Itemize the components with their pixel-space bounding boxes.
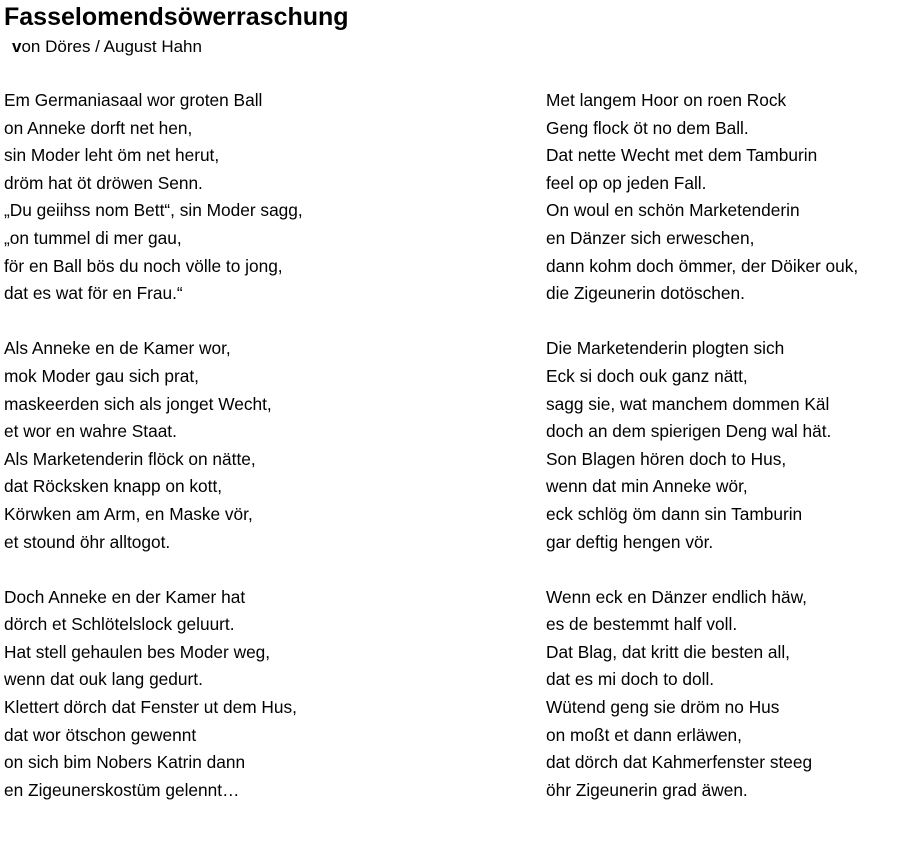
verse-line: Em Germaniasaal wor groten Ball bbox=[4, 90, 263, 110]
verse-line: dat dörch dat Kahmerfenster steeg bbox=[546, 752, 813, 773]
verse-line: dat wor ötschon gewennt bbox=[4, 724, 197, 745]
verse-line: för en Ball bös du noch völle to jong, bbox=[4, 255, 283, 276]
verse-line: dat es wat för en Frau.“ bbox=[4, 283, 183, 304]
verse-line: Met langem Hoor on roen Rock bbox=[546, 90, 787, 110]
verse-line: Klettert dörch dat Fenster ut dem Hus, bbox=[4, 697, 297, 718]
verse-line: dröm hat öt dröwen Senn. bbox=[4, 172, 203, 193]
verse-line: Hat stell gehaulen bes Moder weg, bbox=[4, 641, 271, 662]
verse-line: wenn dat ouk lang gedurt. bbox=[4, 669, 203, 690]
verse-line: en Zigeunerskostüm gelennt… bbox=[4, 779, 240, 800]
verse-line: „on tummel di mer gau, bbox=[4, 227, 182, 248]
verse-line: Dat nette Wecht met dem Tamburin bbox=[546, 145, 818, 166]
poem-title: Fasselomendsöwerraschung bbox=[4, 3, 349, 31]
verse-line: Wütend geng sie dröm no Hus bbox=[546, 697, 780, 718]
verse-line: dat es mi doch to doll. bbox=[546, 669, 715, 690]
verse-line: wenn dat min Anneke wör, bbox=[546, 476, 748, 497]
verse-line: on sich bim Nobers Katrin dann bbox=[4, 752, 246, 773]
verse-line: es de bestemmt half voll. bbox=[546, 614, 738, 635]
author-text: on Döres / August Hahn bbox=[21, 37, 202, 56]
verse-line: Körwken am Arm, en Maske vör, bbox=[4, 503, 253, 524]
verse-line: en Dänzer sich erweschen, bbox=[546, 227, 755, 248]
verse-line: on moßt et dann erläwen, bbox=[546, 724, 742, 745]
verse-line: on Anneke dorft net hen, bbox=[4, 117, 193, 138]
stanza-5 bbox=[546, 335, 900, 556]
verse-line: Geng flock öt no dem Ball. bbox=[546, 117, 749, 138]
stanza-3 bbox=[4, 584, 524, 805]
verse-line: feel op op jeden Fall. bbox=[546, 172, 707, 193]
verse-line: sin Moder leht öm net herut, bbox=[4, 145, 220, 166]
verse-line: et stound öhr alltogot. bbox=[4, 531, 171, 552]
verse-line: Son Blagen hören doch to Hus, bbox=[546, 448, 787, 469]
verse-line: Als Anneke en de Kamer wor, bbox=[4, 338, 231, 359]
verse-line: öhr Zigeunerin grad äwen. bbox=[546, 779, 748, 800]
stanza-1 bbox=[4, 87, 524, 308]
author-line bbox=[12, 36, 202, 58]
verse-line: maskeerden sich als jonget Wecht, bbox=[4, 393, 272, 414]
verse-line: mok Moder gau sich prat, bbox=[4, 365, 199, 386]
verse-line: gar deftig hengen vör. bbox=[546, 531, 714, 552]
verse-line: On woul en schön Marketenderin bbox=[546, 200, 800, 221]
verse-line: dörch et Schlötelslock geluurt. bbox=[4, 614, 235, 635]
verse-line: sagg sie, wat manchem dommen Käl bbox=[546, 393, 830, 414]
verse-line: Eck si doch ouk ganz nätt, bbox=[546, 365, 748, 386]
verse-line: Doch Anneke en der Kamer hat bbox=[4, 586, 246, 607]
left-column bbox=[4, 87, 524, 832]
verse-line: eck schlög öm dann sin Tamburin bbox=[546, 503, 803, 524]
verse-line: Als Marketenderin flöck on nätte, bbox=[4, 448, 256, 469]
verse-line: dat Röcksken knapp on kott, bbox=[4, 476, 223, 497]
author-initial: v bbox=[12, 37, 22, 56]
verse-line: doch an dem spierigen Deng wal hät. bbox=[546, 421, 832, 442]
verse-line: Wenn eck en Dänzer endlich häw, bbox=[546, 586, 807, 607]
verse-line: et wor en wahre Staat. bbox=[4, 421, 177, 442]
right-column bbox=[546, 87, 900, 832]
stanza-6 bbox=[546, 584, 900, 805]
stanza-2 bbox=[4, 335, 524, 556]
verse-line: dann kohm doch ömmer, der Döiker ouk, bbox=[546, 255, 859, 276]
verse-line: Dat Blag, dat kritt die besten all, bbox=[546, 641, 790, 662]
verse-line: die Zigeunerin dotöschen. bbox=[546, 283, 745, 304]
verse-line: Die Marketenderin plogten sich bbox=[546, 338, 785, 359]
stanza-4 bbox=[546, 87, 900, 308]
verse-line: „Du geiihss nom Bett“, sin Moder sagg, bbox=[4, 200, 303, 221]
